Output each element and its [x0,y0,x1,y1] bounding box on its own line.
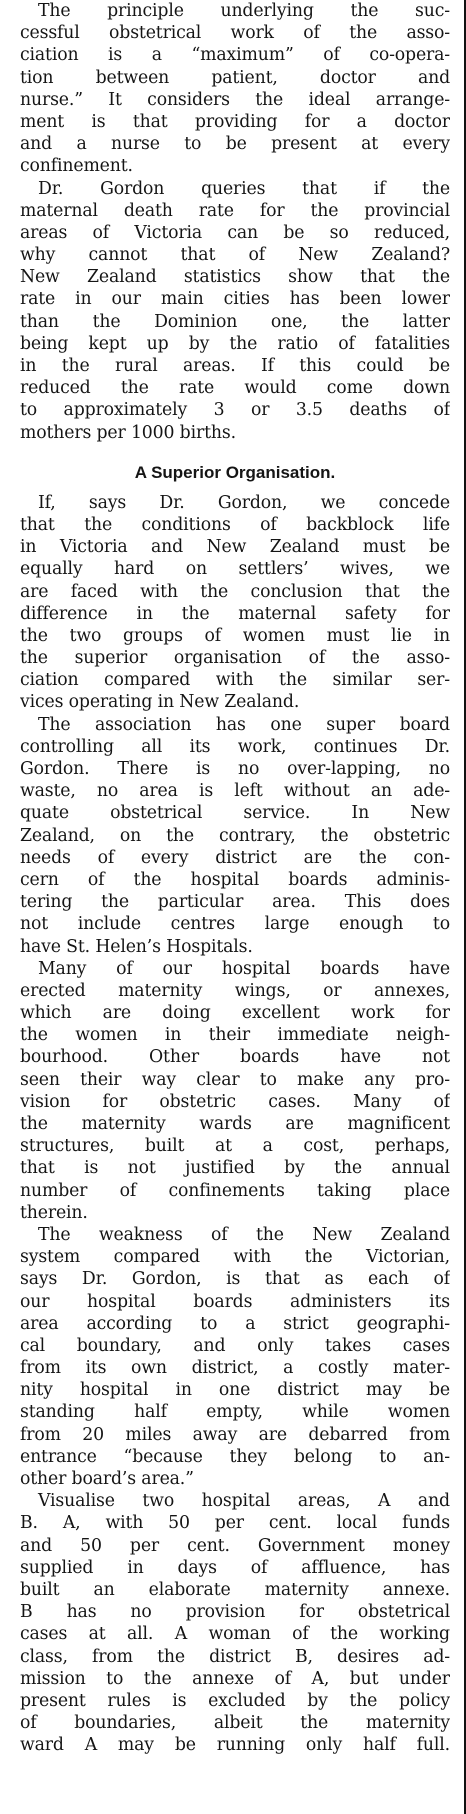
text-line: structures, built at a cost, perhaps, [20,1136,450,1157]
text-line: built an elaborate maternity annexe. [20,1579,450,1600]
paragraph-1 [20,0,450,178]
text-line: nity hospital in one district may be [20,1380,450,1401]
text-line: being kept up by the ratio of fatalities [20,333,450,354]
text-line: the two groups of women must lie in [20,625,450,646]
text-line: entrance “because they belong to an- [20,1446,450,1467]
text-line: quate obstetrical service. In New [20,803,450,824]
text-line: the women in their immediate neigh- [20,1025,450,1046]
text-line: that the conditions of backblock life [20,514,450,535]
text-line: the maternity wards are magnificent [20,1114,450,1134]
text-line: system compared with the Victorian, [20,1247,450,1268]
text-line: nurse.” It considers the ideal arrange- [20,89,450,110]
text-line: ciation compared with the similar ser- [20,670,450,691]
text-line: B has no provision for obstetrical [20,1602,450,1623]
text-line: area according to a strict geographi- [20,1313,450,1334]
text-line: vision for obstetric cases. Many of [20,1091,450,1112]
paragraph-6 [20,1224,450,1490]
text-line: difference in the maternal safety for [20,603,450,624]
text-line: to approximately 3 or 3.5 deaths of [20,400,450,421]
text-line: cern of the hospital boards adminis- [20,869,450,890]
text-line: Gordon. There is no over-lapping, no [20,759,450,779]
text-line: our hospital boards administers its [20,1291,450,1312]
text-line: seen their way clear to make any pro- [20,1069,450,1090]
text-line: Visualise two hospital areas, A and [38,1491,450,1512]
paragraph-4 [20,714,450,958]
text-line: which are doing excellent work for [20,1003,450,1024]
text-line: vices operating in New Zealand. [20,692,300,713]
text-line: why cannot that of New Zealand? [20,245,450,266]
text-line: The association has one super board [38,714,450,735]
text-line: from its own district, a costly mater- [20,1358,450,1379]
text-line: than the Dominion one, the latter [20,311,450,332]
text-line: areas of Victoria can be so reduced, [20,222,450,243]
text-line: therein. [20,1202,88,1223]
text-line: New Zealand statistics show that the [20,267,450,288]
text-line: says Dr. Gordon, is that as each of [20,1269,450,1290]
text-line: waste, no area is left without an ade- [20,781,450,802]
paragraph-3 [20,492,450,714]
text-line: bourhood. Other boards have not [20,1047,450,1068]
text-line: controlling all its work, continues Dr. [20,736,450,757]
text-line: If, says Dr. Gordon, we concede [38,492,450,513]
text-line: in Victoria and New Zealand must be [20,537,450,558]
text-line: rate in our main cities has been lower [20,289,450,310]
text-line: Zealand, on the contrary, the obstetric [20,825,450,846]
text-line: that is not justified by the annual [20,1158,450,1179]
text-line: in the rural areas. If this could be [20,356,450,376]
text-line: cessful obstetrical work of the asso- [20,23,450,44]
article-column [20,0,450,1756]
text-line: ward A may be running only half full. [20,1735,450,1756]
text-line: and 50 per cent. Government money [20,1535,450,1556]
text-line: mothers per 1000 births. [20,422,236,443]
text-line: mission to the annexe of A, but under [20,1668,450,1689]
paragraph-2 [20,178,450,444]
text-line: equally hard on settlers’ wives, we [20,559,450,580]
text-line: confinement. [20,156,133,177]
text-line: class, from the district B, desires ad- [20,1646,450,1667]
text-line: The weakness of the New Zealand [38,1224,450,1245]
text-line: have St. Helen’s Hospitals. [20,936,253,957]
text-line: number of confinements taking place [20,1180,450,1201]
text-line: and a nurse to be present at every [20,134,450,155]
text-line: Many of our hospital boards have [38,958,450,979]
text-line: present rules is excluded by the policy [20,1690,450,1711]
text-line: erected maternity wings, or annexes, [20,980,450,1001]
text-line: tering the particular area. This does [20,892,450,913]
paragraph-5 [20,958,450,1224]
text-line: tion between patient, doctor and [20,67,450,88]
text-line: from 20 miles away are debarred from [20,1424,450,1445]
paragraph-7 [20,1490,450,1756]
text-line: cal boundary, and only takes cases [20,1335,450,1356]
text-line: needs of every district are the con- [20,847,450,868]
text-line: Dr. Gordon queries that if the [38,178,450,199]
text-line: B. A, with 50 per cent. local funds [20,1513,450,1534]
text-line: ment is that providing for a doctor [20,111,450,132]
text-line: The principle underlying the suc- [38,1,450,21]
text-line: the superior organisation of the asso- [20,648,450,669]
text-line: maternal death rate for the provincial [20,200,450,221]
text-line: of boundaries, albeit the maternity [20,1713,450,1734]
text-line: standing half empty, while women [20,1402,450,1423]
text-line: supplied in days of affluence, has [20,1557,450,1578]
text-line: not include centres large enough to [20,914,450,935]
text-line: ciation is a “maximum” of co-opera- [20,45,450,66]
text-line: are faced with the conclusion that the [20,581,450,602]
section-heading: A Superior Organisation. [134,462,336,482]
text-line: cases at all. A woman of the working [20,1624,450,1645]
text-line: other board’s area.” [20,1469,194,1489]
text-line: reduced the rate would come down [20,378,450,399]
